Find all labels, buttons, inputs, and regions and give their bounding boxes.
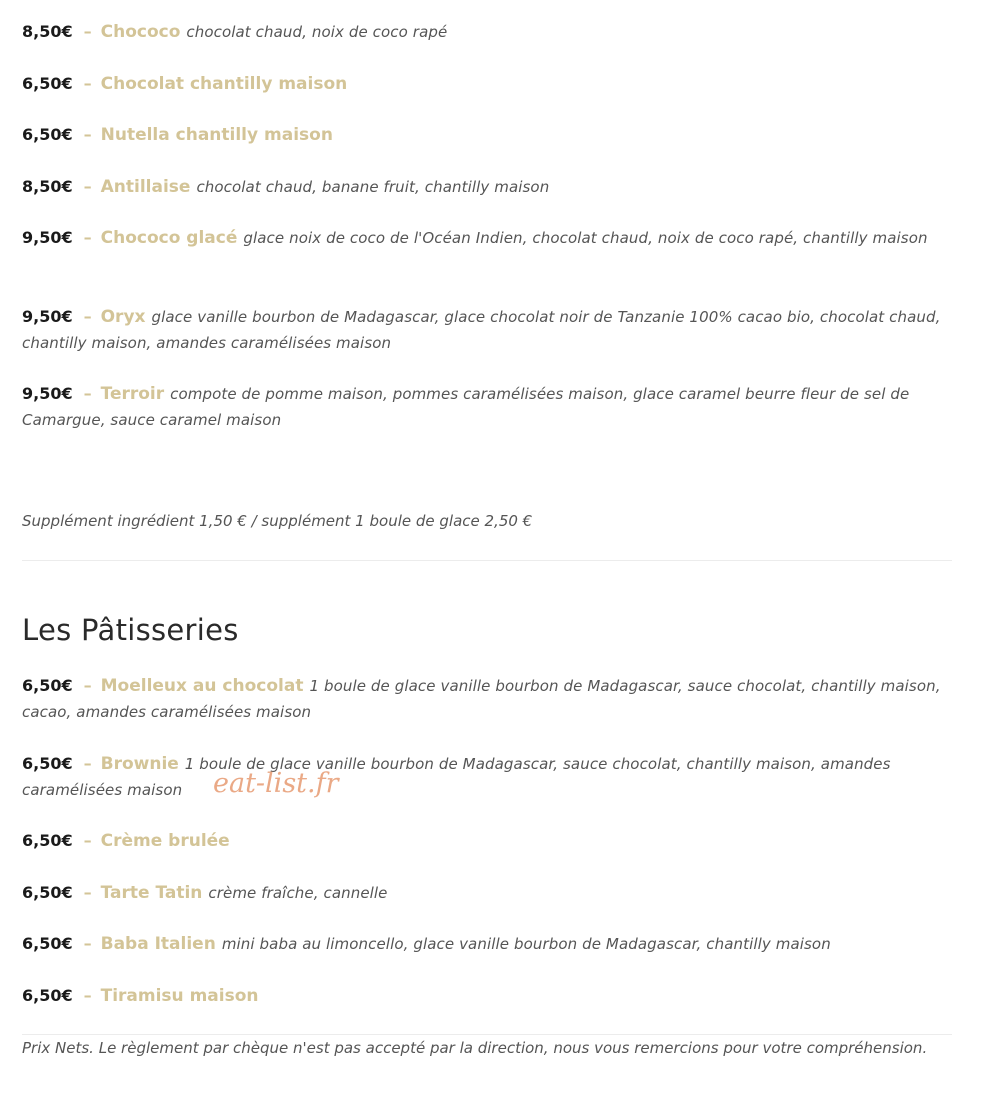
item-name: Terroir [100, 384, 165, 404]
item-price: 8,50€ [22, 177, 73, 196]
item-description: mini baba au limoncello, glace vanille bourbon de Madagascar, chantilly maison [221, 935, 831, 953]
item-dash: – [83, 125, 92, 144]
menu-item [22, 71, 947, 97]
item-dash: – [83, 754, 92, 773]
item-price: 6,50€ [22, 986, 73, 1005]
item-dash: – [83, 22, 92, 41]
item-description: chocolat chaud, noix de coco rapé [186, 23, 448, 41]
menu-item [22, 304, 947, 356]
watermark-logo: eat-list.fr [213, 768, 339, 799]
item-description: 1 boule de glace vanille bourbon de Madagascar, sauce chocolat, chantilly maison, amandes caramélisées maison [22, 755, 891, 799]
item-name: Moelleux au chocolat [100, 676, 304, 696]
item-name: Baba Italien [100, 934, 216, 954]
menu-item [22, 828, 947, 854]
menu-item [22, 225, 947, 251]
item-name: Crème brulée [100, 831, 230, 851]
item-price: 6,50€ [22, 883, 73, 902]
item-name: Nutella chantilly maison [100, 125, 333, 145]
item-price: 6,50€ [22, 125, 73, 144]
item-price: 9,50€ [22, 228, 73, 247]
section-title: Les Pâtisseries [22, 613, 239, 647]
menu-item [22, 174, 947, 200]
item-dash: – [83, 177, 92, 196]
item-dash: – [83, 934, 92, 953]
item-price: 6,50€ [22, 754, 73, 773]
item-dash: – [83, 883, 92, 902]
item-name: Chococo [100, 22, 181, 42]
menu-item [22, 122, 947, 148]
menu-item [22, 19, 947, 45]
item-dash: – [83, 307, 92, 326]
item-dash: – [83, 384, 92, 403]
item-dash: – [83, 228, 92, 247]
menu-item [22, 751, 947, 803]
item-dash: – [83, 986, 92, 1005]
item-name: Oryx [100, 307, 146, 327]
item-name: Tarte Tatin [100, 883, 203, 903]
item-description: glace vanille bourbon de Madagascar, glace chocolat noir de Tanzanie 100% cacao bio, chocolat chaud, chantilly maison, amandes caramélisées maison [22, 308, 941, 352]
menu-item [22, 880, 947, 906]
menu-item [22, 931, 947, 957]
item-price: 9,50€ [22, 307, 73, 326]
item-name: Chocolat chantilly maison [100, 74, 348, 94]
item-description: 1 boule de glace vanille bourbon de Madagascar, sauce chocolat, chantilly maison, cacao, amandes caramélisées maison [22, 677, 941, 721]
menu-item [22, 381, 947, 433]
footer-note: Prix Nets. Le règlement par chèque n'est pas accepté par la direction, nous vous remercions pour votre compréhension. [22, 1039, 928, 1057]
item-name: Chococo glacé [100, 228, 238, 248]
item-dash: – [83, 74, 92, 93]
menu-item [22, 983, 947, 1009]
item-name: Brownie [100, 754, 179, 774]
item-price: 6,50€ [22, 831, 73, 850]
item-price: 8,50€ [22, 22, 73, 41]
menu-item [22, 673, 947, 725]
item-description: crème fraîche, cannelle [208, 884, 388, 902]
item-description: glace noix de coco de l'Océan Indien, chocolat chaud, noix de coco rapé, chantilly maison [243, 229, 928, 247]
item-price: 9,50€ [22, 384, 73, 403]
item-name: Antillaise [100, 177, 191, 197]
item-dash: – [83, 831, 92, 850]
item-description: chocolat chaud, banane fruit, chantilly maison [196, 178, 550, 196]
supplement-note: Supplément ingrédient 1,50 € / supplément 1 boule de glace 2,50 € [22, 512, 533, 530]
item-dash: – [83, 676, 92, 695]
divider [22, 560, 952, 561]
item-price: 6,50€ [22, 676, 73, 695]
item-name: Tiramisu maison [100, 986, 259, 1006]
item-description: compote de pomme maison, pommes caramélisées maison, glace caramel beurre fleur de sel de Camargue, sauce caramel maison [22, 385, 910, 429]
item-price: 6,50€ [22, 74, 73, 93]
item-price: 6,50€ [22, 934, 73, 953]
